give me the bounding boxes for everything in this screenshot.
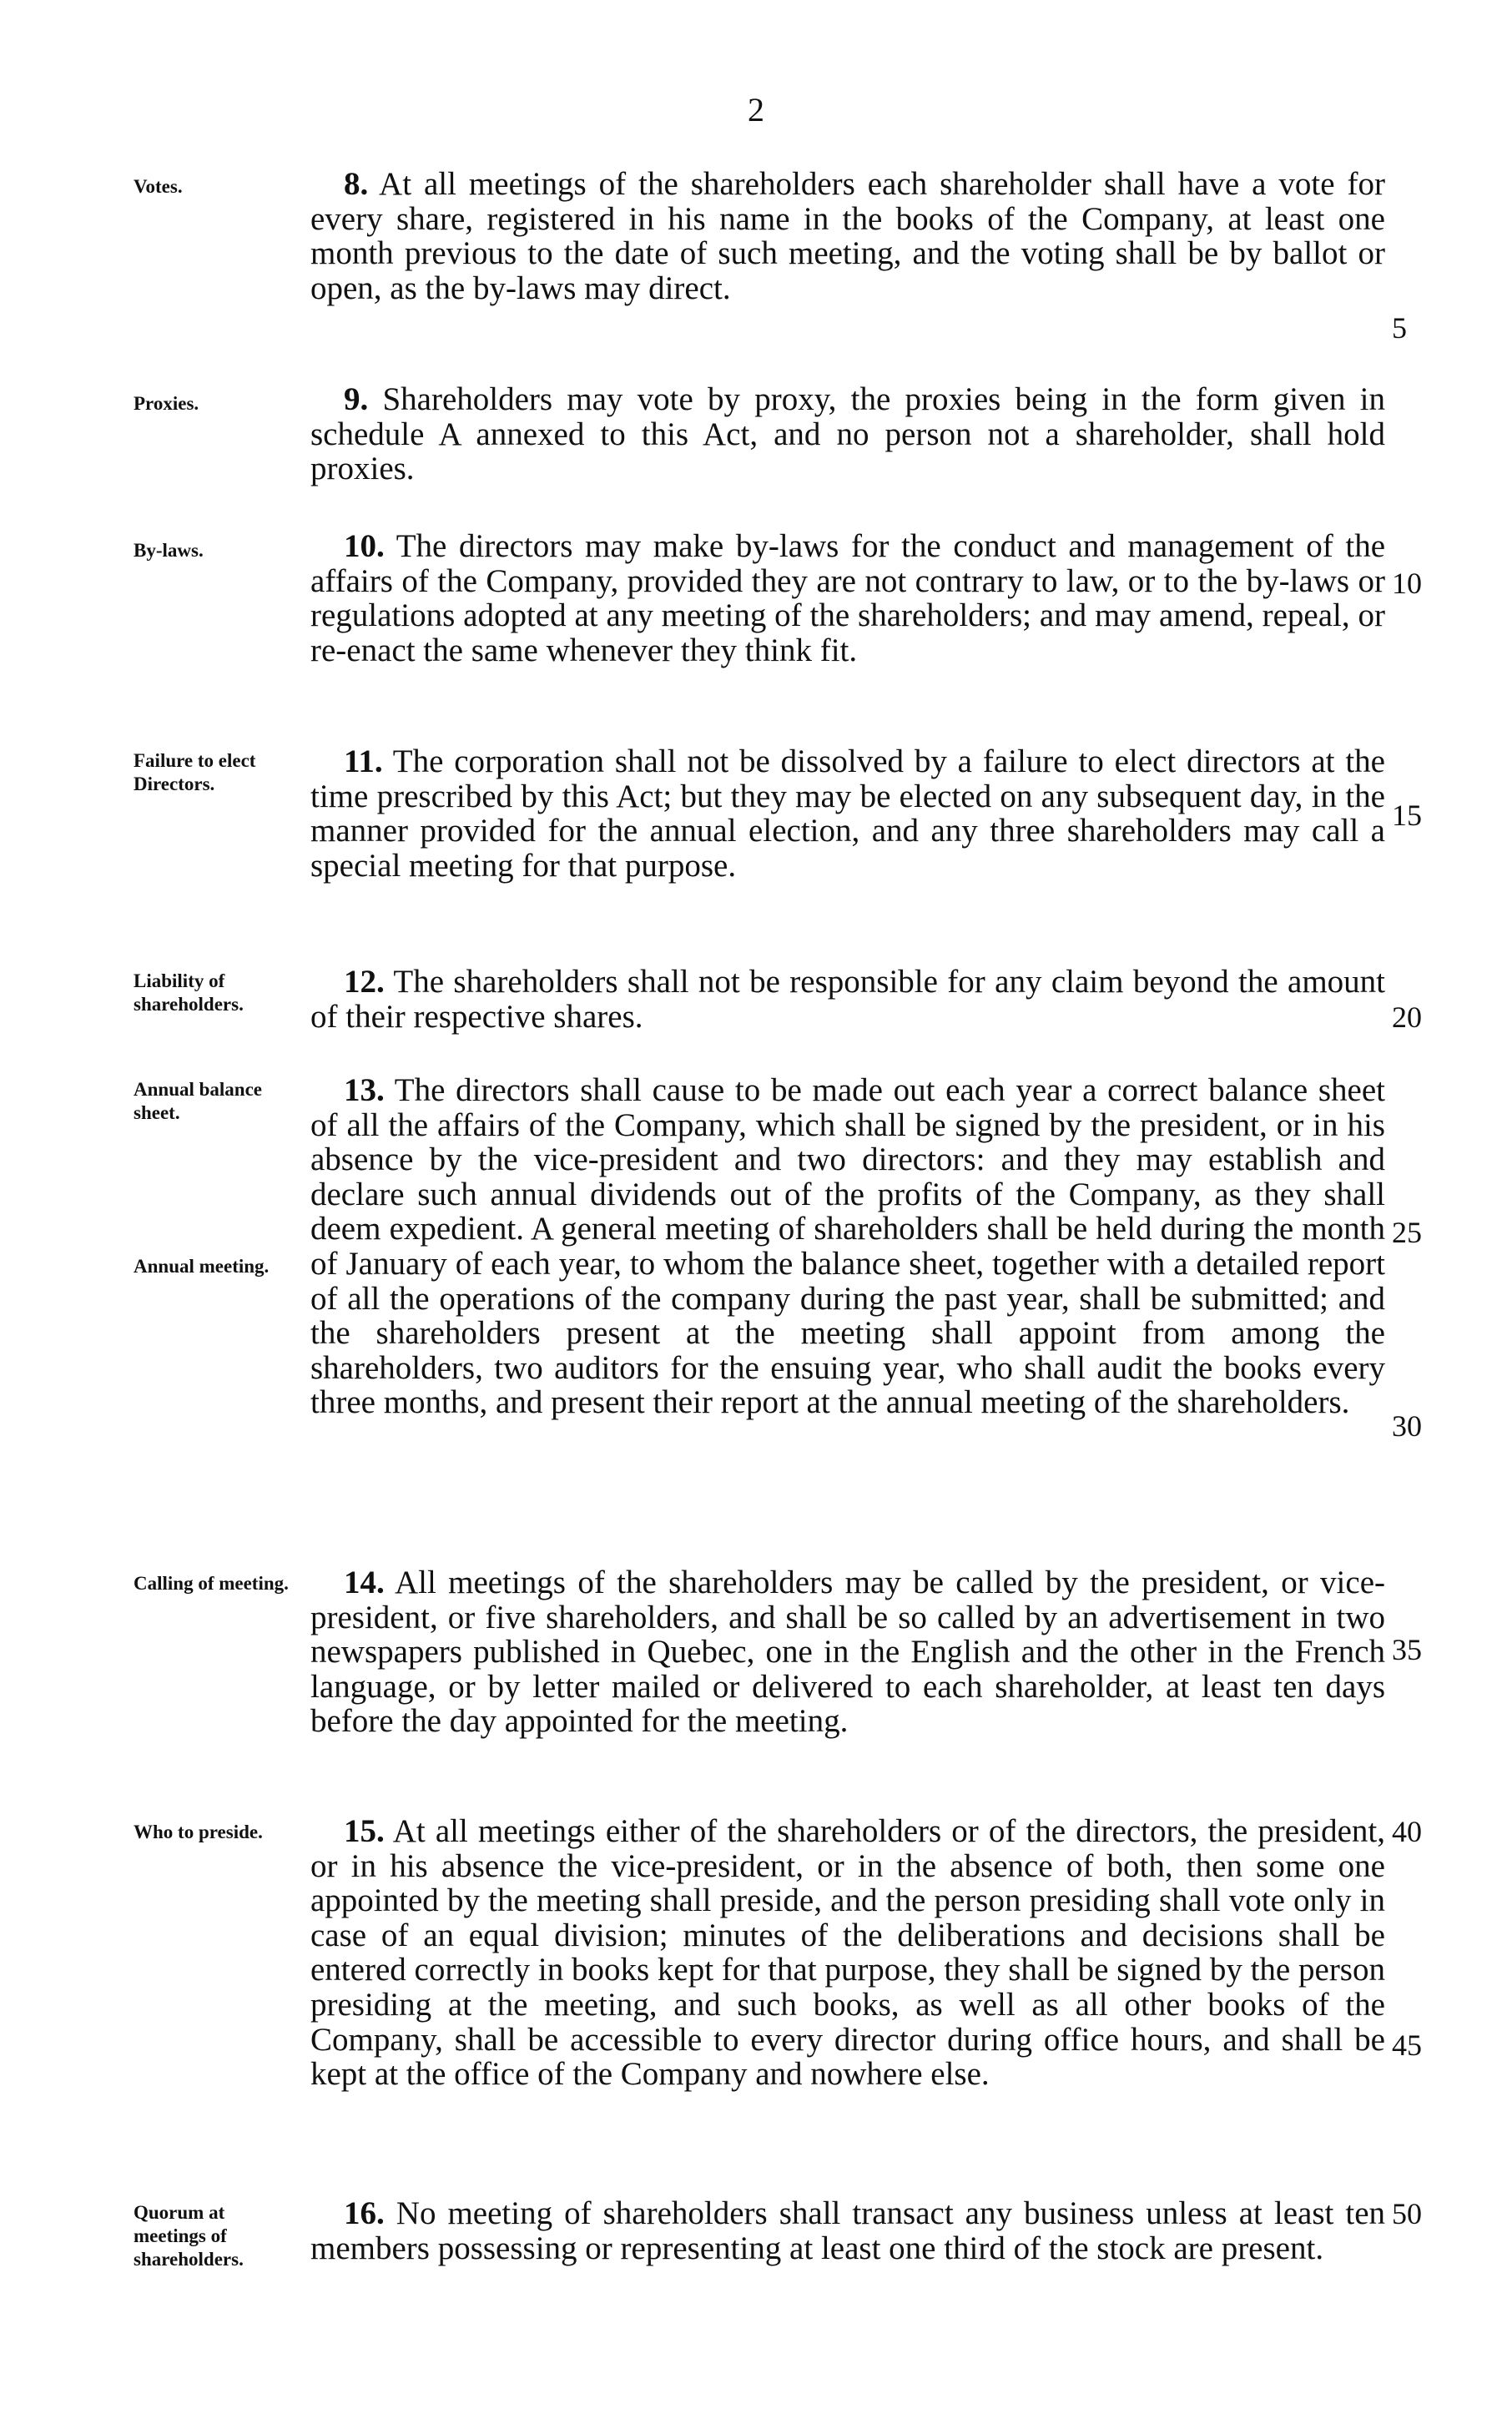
line-number-20: 20	[1392, 1000, 1422, 1034]
section-11-text	[310, 744, 1385, 883]
section-body: All meetings of the shareholders may be called by the president, or vice-president, or five shareholders, and shall be so called by an advertisement in two newspapers published in Quebec, one in the English and the other in the French language, or by letter mailed or delivered to each shareholder, at least ten days before the day appointed for the meeting.	[310, 1565, 1385, 1740]
section-number: 8.	[344, 166, 369, 202]
line-number-15: 15	[1392, 799, 1422, 832]
section-body: The directors shall cause to be made out each year a correct balance sheet of all the affairs of the Company, which shall be signed by the president, or in his absence by the vice-president and two directors: and they may establish and declare such annual dividends out of the profits of the Company, as they shall deem expedient. A general meeting of shareholders shall be held during the month of January of each year, to whom the balance sheet, together with a detailed report of all the operations of the company during the past year, shall be submitted; and the shareholders present at the meeting shall appoint from among the shareholders, two auditors for the ensuing year, who shall audit the books every three months, and present their report at the annual meeting of the shareholders.	[310, 1072, 1386, 1421]
section-body: The corporation shall not be dissolved by a failure to elect directors at the time prescribed by this Act; but they may be elected on any subsequent day, in the manner provided for the annual election, and any three shareholders may call a special meeting for that purpose.	[310, 743, 1385, 884]
margin-note-liability: Liability of shareholders.	[134, 970, 244, 1015]
margin-note-quorum: Quorum at meetings of shareholders.	[134, 2202, 244, 2270]
section-number: 12.	[344, 964, 385, 1000]
section-body: The shareholders shall not be responsible for any claim beyond the amount of their respective shares.	[310, 964, 1386, 1035]
line-number-45: 45	[1392, 2028, 1422, 2062]
section-12-text	[310, 965, 1385, 1034]
line-number-5: 5	[1392, 311, 1407, 345]
section-8-text	[310, 167, 1385, 305]
section-body: Shareholders may vote by proxy, the proxies being in the form given in schedule A annexed to this Act, and no person not a shareholder, shall hold proxies.	[310, 381, 1385, 487]
page-number: 2	[748, 91, 764, 129]
section-13-text	[310, 1073, 1385, 1420]
section-15-text	[310, 1814, 1385, 2092]
line-number-40: 40	[1392, 1815, 1422, 1848]
section-number: 9.	[344, 381, 369, 417]
section-9-text	[310, 382, 1385, 486]
section-body: At all meetings of the shareholders each shareholder shall have a vote for every share, registered in his name in the books of the Company, at least one month previous to the date of such meeting, and the voting shall be by ballot or open, as the by-laws may direct.	[310, 166, 1385, 306]
section-14-text	[310, 1565, 1385, 1739]
margin-note-annual-balance-sheet: Annual balance sheet.	[134, 1079, 263, 1123]
section-10-text	[310, 529, 1385, 668]
line-number-30: 30	[1392, 1409, 1422, 1443]
line-number-35: 35	[1392, 1633, 1422, 1666]
section-body: No meeting of shareholders shall transact any business unless at least ten members possessing or representing at least one third of the stock are present.	[310, 2195, 1386, 2266]
section-body: At all meetings either of the shareholders or of the directors, the president, or in his absence the vice-president, or in the absence of both, then some one appointed by the meeting shall preside, and the person presiding shall vote only in case of an equal division; minutes of the deliberations and decisions shall be entered correctly in books kept for that purpose, they shall be signed by the person presiding at the meeting, and such books, as well as all other books of the Company, shall be accessible to every director during office hours, and shall be kept at the office of the Company and nowhere else.	[310, 1813, 1385, 2093]
section-16-text	[310, 2196, 1385, 2265]
margin-note-by-laws: By-laws.	[134, 540, 204, 561]
line-number-50: 50	[1392, 2197, 1422, 2230]
margin-note-calling-of-meeting: Calling of meeting.	[134, 1573, 289, 1594]
margin-note-who-to-preside: Who to preside.	[134, 1822, 263, 1842]
section-number: 14.	[344, 1565, 385, 1600]
margin-note-proxies: Proxies.	[134, 393, 199, 414]
section-number: 13.	[344, 1072, 385, 1108]
margin-note-annual-meeting: Annual meeting.	[134, 1256, 270, 1277]
margin-note-failure-to-elect: Failure to elect Directors.	[134, 750, 256, 794]
section-number: 15.	[344, 1813, 385, 1849]
line-number-10: 10	[1392, 567, 1422, 600]
line-number-25: 25	[1392, 1216, 1422, 1249]
section-number: 16.	[344, 2195, 385, 2231]
section-number: 11.	[344, 743, 383, 779]
section-number: 10.	[344, 528, 385, 564]
margin-note-votes: Votes.	[134, 176, 183, 197]
section-body: The directors may make by-laws for the conduct and management of the affairs of the Company, provided they are not contrary to law, or to the by-laws or regulations adopted at any meeting of the shareholders; and may amend, repeal, or re-enact the same whenever they think fit.	[310, 528, 1386, 668]
